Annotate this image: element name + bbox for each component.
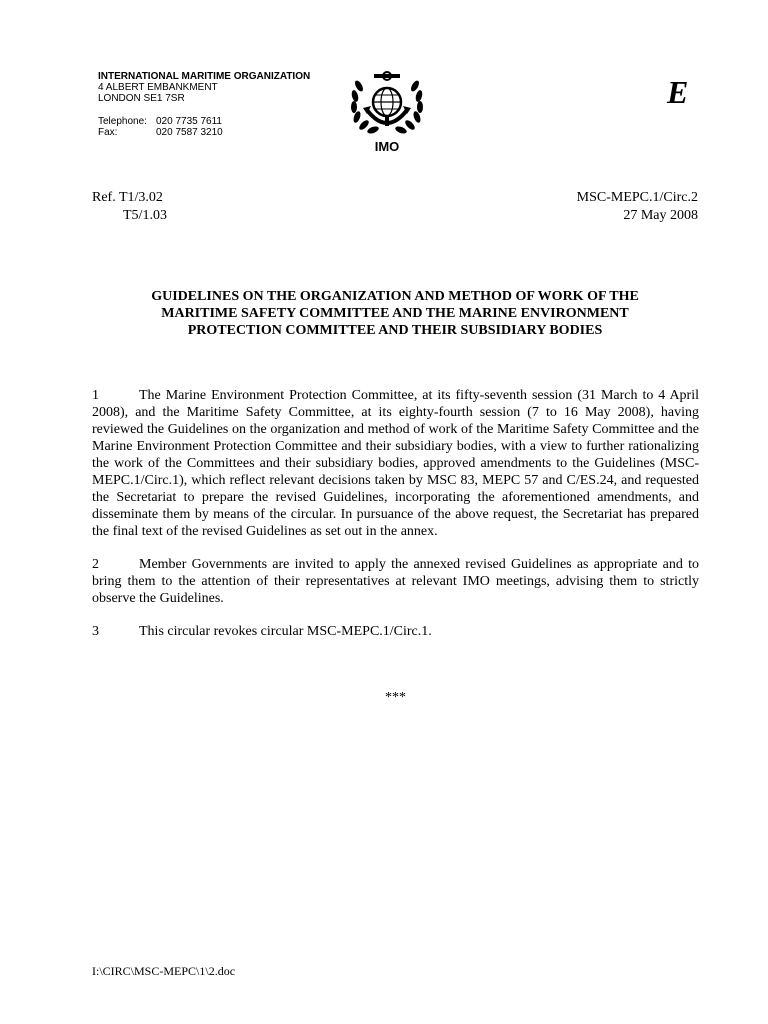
organization-address-block	[98, 71, 310, 138]
title-line-3: PROTECTION COMMITTEE AND THEIR SUBSIDIARY BODIES	[187, 323, 603, 338]
address-line-2: LONDON SE1 7SR	[98, 93, 185, 104]
paragraph-number: 2	[92, 557, 99, 572]
title-line-2: MARITIME SAFETY COMMITTEE AND THE MARINE ENVIRONMENT	[161, 306, 629, 321]
section-separator: ***	[385, 690, 406, 705]
fax-label: Fax:	[98, 127, 118, 138]
telephone-row	[98, 116, 310, 127]
document-body	[92, 387, 699, 656]
telephone-label: Telephone:	[98, 116, 147, 127]
fax-number: 020 7587 3210	[156, 127, 223, 138]
paragraph-2	[92, 556, 699, 607]
imo-emblem-icon	[347, 70, 427, 136]
paragraph-number: 1	[92, 388, 99, 403]
paragraph-text: Member Governments are invited to apply the annexed revised Guidelines as appropriate and to bring them to the attention of their representatives at relevant IMO meetings, advising them to strictly observe the Guidelines.	[92, 557, 699, 606]
circular-block	[577, 189, 698, 225]
reference-line-1: Ref. T1/3.02	[92, 190, 163, 205]
paragraph-1	[92, 387, 699, 540]
address-line-1: 4 ALBERT EMBANKMENT	[98, 82, 218, 93]
circular-date: 27 May 2008	[623, 208, 698, 223]
footer-file-path: I:\CIRC\MSC-MEPC\1\2.doc	[92, 964, 236, 978]
paragraph-text: The Marine Environment Protection Committee, at its fifty-seventh session (31 March to 4 April 2008), and the Maritime Safety Committee, at its eighty-fourth session (7 to 16 May 2008), having reviewed the Guidelines on the organization and method of work of the Maritime Safety Committee and the Marine Environment Protection Committee and their subsidiary bodies, with a view to further rationalizing the work of the Committees and their subsidiary bodies, approved amendments to the Guidelines (MSC-MEPC.1/Circ.1), which reflect relevant decisions taken by MSC 83, MEPC 57 and C/ES.24, and requested the Secretariat to prepare the revised Guidelines, incorporating the aforementioned amendments, and disseminate them by means of the circular. In pursuance of the above request, the Secretariat has prepared the final text of the revised Guidelines as set out in the annex.	[92, 388, 699, 539]
title-line-1: GUIDELINES ON THE ORGANIZATION AND METHOD OF WORK OF THE	[151, 289, 639, 304]
telephone-number: 020 7735 7611	[156, 116, 222, 127]
contact-block	[98, 116, 310, 138]
circular-number: MSC-MEPC.1/Circ.2	[576, 190, 698, 205]
imo-logo-text: IMO	[374, 139, 400, 154]
paragraph-text: This circular revokes circular MSC-MEPC.1/Circ.1.	[139, 624, 432, 639]
fax-row	[98, 127, 310, 138]
paragraph-3	[92, 623, 699, 640]
reference-line-2: T5/1.03	[123, 208, 167, 223]
document-title	[92, 288, 698, 339]
language-code: E	[667, 74, 689, 110]
paragraph-number: 3	[92, 624, 99, 639]
reference-block	[92, 189, 167, 225]
organization-name: INTERNATIONAL MARITIME ORGANIZATION	[98, 71, 311, 82]
